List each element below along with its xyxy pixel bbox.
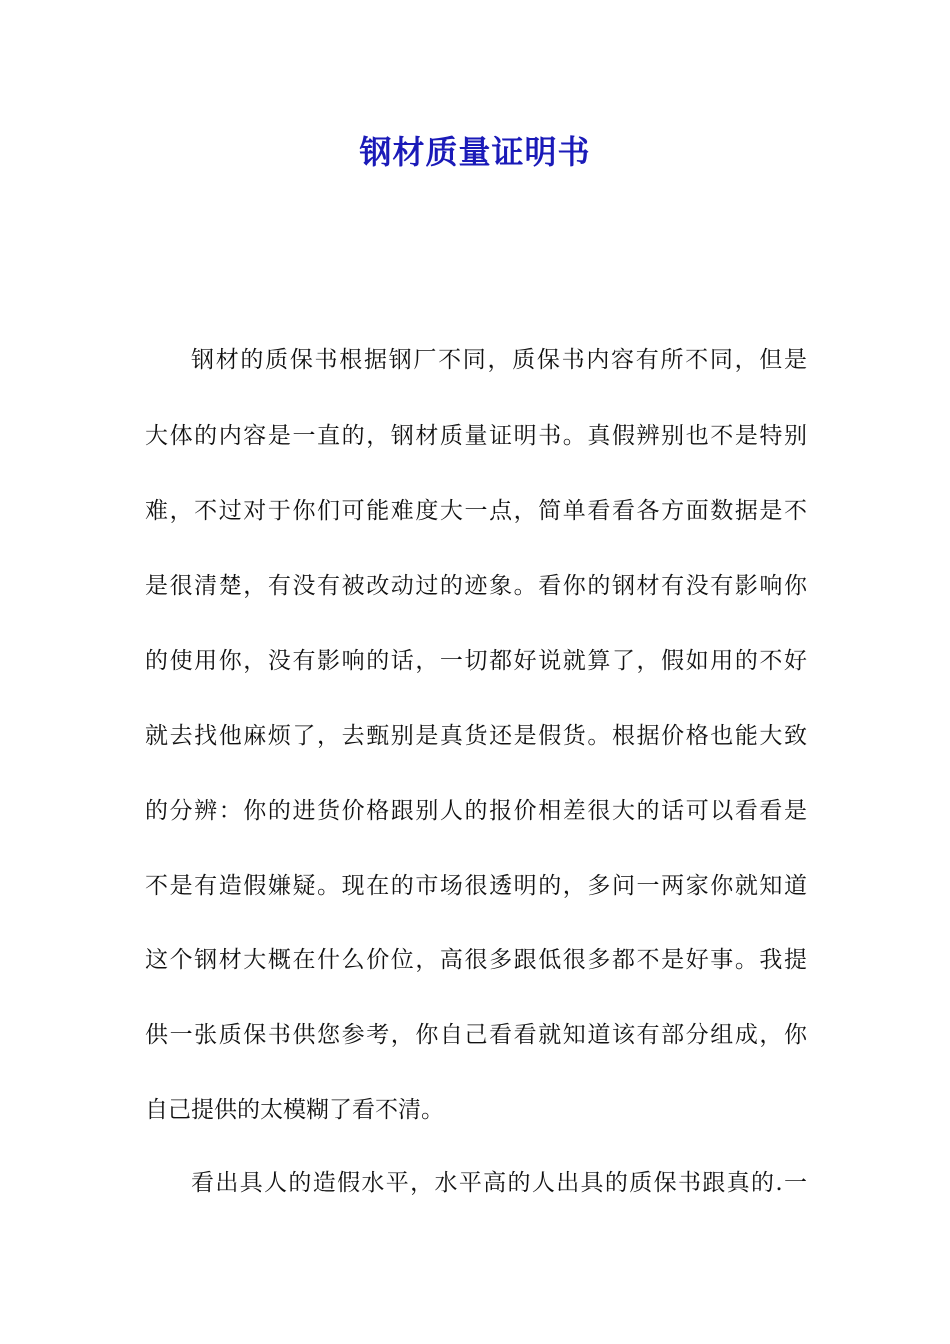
text-line: 难，不过对于你们可能难度大一点，简单看看各方面数据是不: [145, 498, 807, 524]
text-line: 大体的内容是一直的，钢材质量证明书。真假辨别也不是特别: [145, 423, 807, 449]
document-title: 钢材质量证明书: [359, 133, 591, 171]
text-line: 不是有造假嫌疑。现在的市场很透明的，多问一两家你就知道: [145, 873, 807, 899]
text-line: 钢材的质保书根据钢厂不同，质保书内容有所不同，但是: [191, 347, 807, 373]
text-line: 的分辨：你的进货价格跟别人的报价相差很大的话可以看看是: [145, 798, 807, 824]
text-line: 这个钢材大概在什么价位，高很多跟低很多都不是好事。我提: [145, 947, 807, 973]
text-line: 供一张质保书供您参考，你自己看看就知道该有部分组成，你: [145, 1022, 807, 1048]
text-line: 就去找他麻烦了，去甄别是真货还是假货。根据价格也能大致: [145, 723, 807, 749]
text-line: 的使用你，没有影响的话，一切都好说就算了，假如用的不好: [145, 648, 807, 674]
text-line: 看出具人的造假水平，水平高的人出具的质保书跟真的.一: [191, 1170, 807, 1196]
text-line: 自己提供的太模糊了看不清。: [145, 1097, 444, 1123]
text-line: 是很清楚，有没有被改动过的迹象。看你的钢材有没有影响你: [145, 573, 807, 599]
